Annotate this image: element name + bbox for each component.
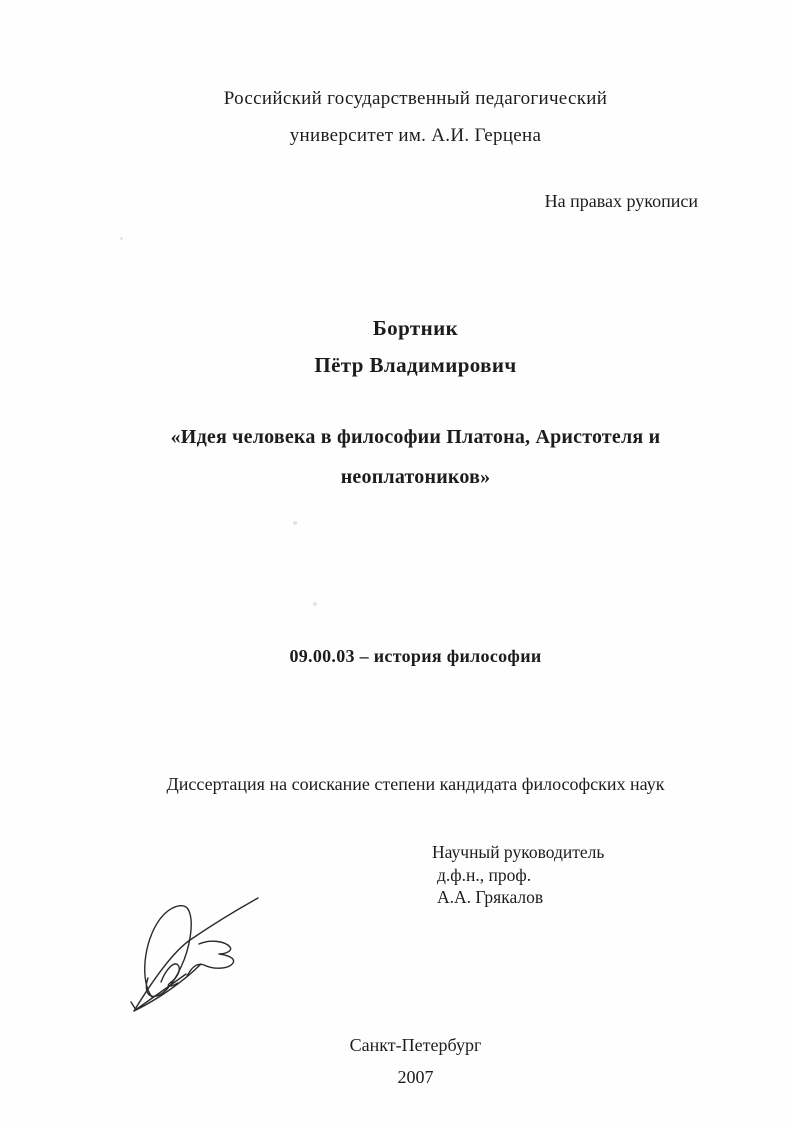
- institution-name-line1: Российский государственный педагогический: [223, 88, 608, 109]
- supervisor-name: А.А. Грякалов: [437, 887, 544, 907]
- thesis-statement: Диссертация на соискание степени кандидата философских наук: [166, 774, 665, 794]
- signature-handwriting: [90, 870, 340, 1030]
- scan-speck: [120, 237, 123, 240]
- author-surname: Бортник: [372, 316, 459, 340]
- dissertation-title-line2: неоплатоников»: [340, 466, 491, 488]
- author-given-names: Пётр Владимирович: [314, 353, 517, 377]
- specialty-code: 09.00.03 – история философии: [289, 646, 542, 666]
- dissertation-title-line1: «Идея человека в философии Платона, Аристотеля и: [170, 426, 661, 448]
- publication-city: Санкт-Петербург: [349, 1035, 482, 1055]
- institution-name-line2: университет им. А.И. Герцена: [289, 125, 542, 146]
- manuscript-rights-note: На правах рукописи: [544, 191, 698, 211]
- scan-speck: [313, 602, 317, 606]
- supervisor-degree: д.ф.н., проф.: [437, 864, 532, 885]
- supervisor-label: Научный руководитель: [432, 842, 605, 862]
- publication-year: 2007: [397, 1067, 434, 1087]
- scan-speck: [293, 521, 297, 525]
- supervisor-block: [432, 841, 604, 909]
